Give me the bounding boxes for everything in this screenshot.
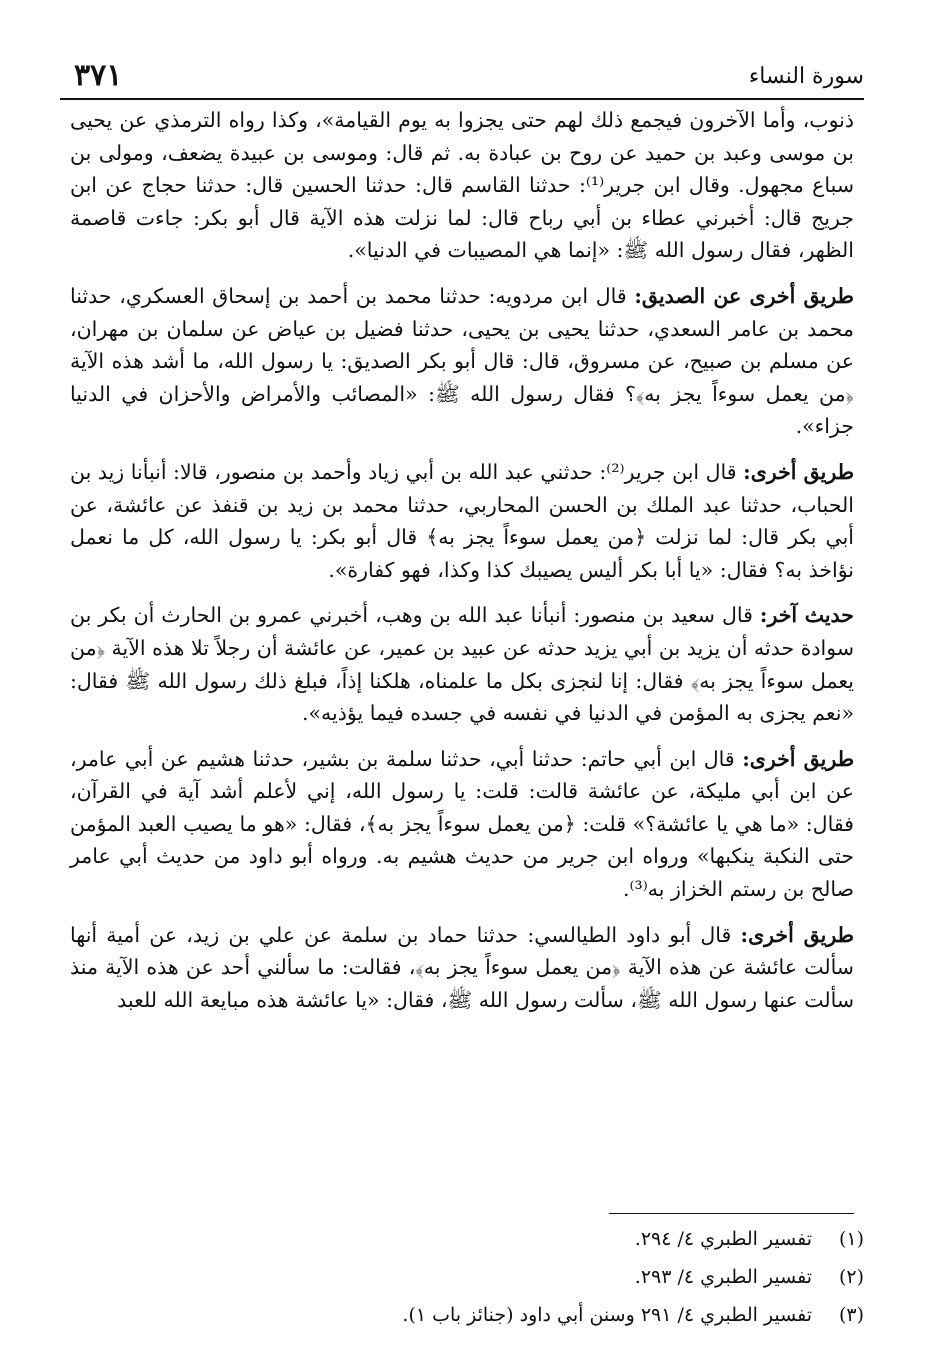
main-text [70,104,854,1016]
footnotes [70,1228,864,1342]
paragraph-heading: طريق أخرى: [742,746,855,771]
paragraph-3 [70,456,854,586]
paragraph-2 [70,280,854,443]
footnote-text: تفسير الطبري ٤/ ٢٩٣. [634,1266,812,1288]
paragraph-heading: طريق أخرى: [740,922,854,947]
paragraph-text: قال أبو داود الطيالسي: حدثنا حماد بن سلمة عن علي بن زيد، عن أمية أنها سألت عائشة عن هذه الآية ﴿من يعمل سوءاً يجز به﴾، فقالت: ما سألني أحد عن هذه الآية منذ سألت عنها رسول الله ﷺ، سألت رسول الله ﷺ، فقال: «يا عائشة هذه مبايعة الله للعبد [70,922,854,1012]
paragraph-6 [70,919,854,1017]
footnote-number: (٢) [838,1266,864,1288]
paragraph-1 [70,104,854,267]
footnote-number: (١) [838,1228,864,1250]
paragraph-text: قال ابن جرير⁽²⁾: حدثني عبد الله بن أبي زياد وأحمد بن منصور، قالا: أنبأنا زيد بن الحباب، حدثنا عبد الملك بن الحسن المحاربي، حدثنا محمد بن زيد بن قنفذ عن عائشة، عن أبي بكر قال: لما نزلت ﴿من يعمل سوءاً يجز به﴾ قال أبو بكر: يا رسول الله، كل ما نعمل نؤاخذ به؟ فقال: «يا أبا بكر أليس يصيبك كذا وكذا، فهو كفارة». [70,459,854,582]
paragraph-5 [70,743,854,906]
footnote-divider [609,1213,854,1214]
paragraph-heading: حديث آخر: [759,603,854,628]
page-header [60,58,864,100]
page-number: ٣٧١ [74,58,123,93]
paragraph-text: قال ابن مردويه: حدثنا محمد بن أحمد بن إسحاق العسكري، حدثنا محمد بن عامر السعدي، حدثنا يحيى بن يحيى، حدثنا فضيل بن عياض عن سلمان بن مهران، عن مسلم بن صبيح، عن مسروق، قال: قال أبو بكر الصديق: يا رسول الله، ما أشد هذه الآية ﴿من يعمل سوءاً يجز به﴾؟ فقال رسول الله ﷺ: «المصائب والأمراض والأحزان في الدنيا جزاء». [70,283,854,439]
surah-name: سورة النساء [748,64,864,89]
footnote-2 [70,1266,864,1304]
footnote-number: (٣) [838,1304,864,1326]
footnote-3 [70,1304,864,1342]
paragraph-4 [70,599,854,729]
footnote-1 [70,1228,864,1266]
paragraph-heading: طريق أخرى عن الصديق: [634,283,854,308]
paragraph-text: ذنوب، وأما الآخرون فيجمع ذلك لهم حتى يجزوا به يوم القيامة»، وكذا رواه الترمذي عن يحيى بن موسى وعبد بن حميد عن روح بن عبادة به. ثم قال: وموسى بن عبيدة يضعف، ومولى بن سباع مجهول. وقال ابن جرير⁽¹⁾: حدثنا القاسم قال: حدثنا الحسين قال: حدثنا حجاج عن ابن جريج قال: أخبرني عطاء بن أبي رباح قال: لما نزلت هذه الآية قال أبو بكر: جاءت قاصمة الظهر، فقال رسول الله ﷺ: «إنما هي المصيبات في الدنيا». [70,108,855,263]
paragraph-text: قال سعيد بن منصور: أنبأنا عبد الله بن وهب، أخبرني عمرو بن الحارث أن بكر بن سوادة حدثه أن يزيد بن أبي يزيد حدثه عن عبيد بن عمير، عن عائشة أن رجلاً تلا هذه الآية ﴿من يعمل سوءاً يجز به﴾ فقال: إنا لنجزى بكل ما علمناه، هلكنا إذاً، فبلغ ذلك رسول الله ﷺ فقال: «نعم يجزى به المؤمن في الدنيا في نفسه في جسده فيما يؤذيه». [70,603,854,726]
footnote-text: تفسير الطبري ٤/ ٢٩١ وسنن أبي داود (جنائز باب ١). [402,1304,812,1326]
footnote-text: تفسير الطبري ٤/ ٢٩٤. [634,1228,812,1250]
paragraph-heading: طريق أخرى: [743,459,855,484]
paragraph-text: قال ابن أبي حاتم: حدثنا أبي، حدثنا سلمة بن بشير، حدثنا هشيم عن أبي عامر، عن ابن أبي مليكة، عن عائشة قالت: قلت: يا رسول الله، إني لأعلم أشد آية في القرآن، فقال: «ما هي يا عائشة؟» قلت: ﴿من يعمل سوءاً يجز به﴾، فقال: «هو ما يصيب العبد المؤمن حتى النكبة ينكبها» ورواه ابن جرير من حديث هشيم به. ورواه أبو داود من حديث أبي عامر صالح بن رستم الخزاز به⁽³⁾. [70,746,854,902]
